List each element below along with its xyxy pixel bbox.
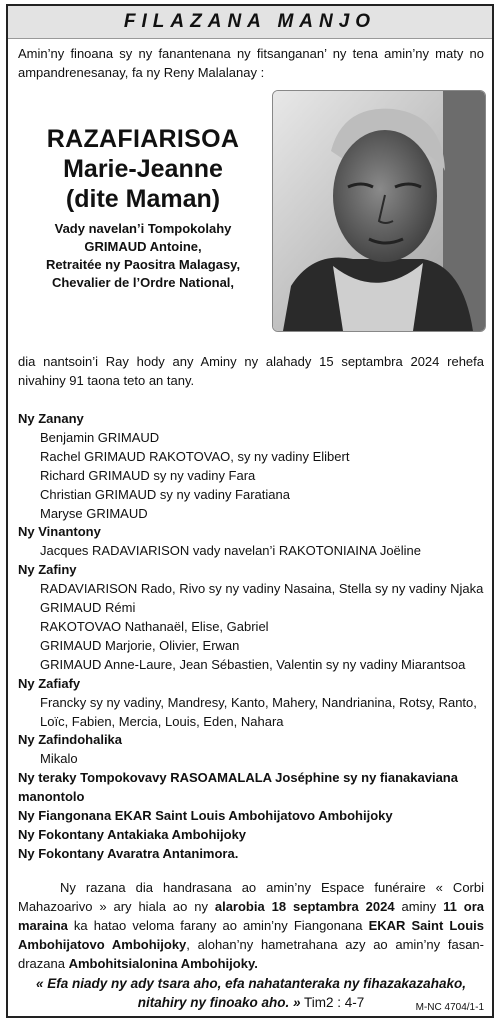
- funeral-text: Ny razana dia handrasana ao amin’ny Espace funéraire « Corbi Mahazoarivo » ary hiala ao ny: [18, 880, 484, 914]
- family-member: RAKOTOVAO Nathanaël, Elise, Gabriel: [40, 618, 269, 634]
- family-member: Mikalo: [40, 751, 78, 767]
- verse-reference: Tim2 : 4-7: [300, 995, 365, 1010]
- funeral-details: [18, 878, 484, 973]
- family-member: GRIMAUD Marjorie, Olivier, Erwan: [40, 637, 240, 653]
- verse-line: nitahiry ny finoako aho. »: [137, 995, 301, 1010]
- section-heading: Ny Zafiafy: [18, 675, 81, 691]
- death-notice-text: dia nantsoin’i Ray hody any Aminy ny alahady 15 septambra 2024 rehefa nivahiny 91 taona teto an tany.: [18, 354, 484, 388]
- deceased-detail: GRIMAUD Antoine,: [84, 239, 202, 254]
- family-member: Richard GRIMAUD sy ny vadiny Fara: [40, 467, 256, 483]
- family-member: Loïc, Fabien, Mercia, Louis, Eden, Nahara: [40, 713, 284, 729]
- funeral-tomb: Ambohitsialonina Ambohijoky.: [68, 956, 258, 971]
- deceased-detail: Chevalier de l’Ordre National,: [51, 275, 235, 290]
- mourner-line: Ny teraky Tompokovavy RASOAMALALA Joséphine sy ny fianakaviana manontolo: [18, 770, 458, 805]
- bible-verse: [18, 974, 484, 1012]
- family-member: RADAVIARISON Rado, Rivo sy ny vadiny Nasaina, Stella sy ny vadiny Njaka: [40, 581, 484, 597]
- family-member: Benjamin GRIMAUD: [40, 429, 160, 445]
- notice-header: FILAZANA MANJO: [8, 6, 492, 39]
- deceased-surname: RAZAFIARISOA: [46, 125, 240, 153]
- deceased-detail: Vady navelan’i Tompokolahy: [54, 221, 232, 236]
- family-member: GRIMAUD Rémi: [40, 600, 136, 616]
- mourner-line: Ny Fokontany Antakiaka Ambohijoky: [18, 826, 247, 842]
- family-list: [18, 410, 488, 864]
- section-heading: Ny Zafindohalika: [18, 732, 123, 748]
- funeral-time: 11 ora maraina: [18, 899, 484, 933]
- funeral-church: EKAR Saint Louis Ambohijatovo Ambohijoky: [18, 918, 484, 952]
- family-member: Francky sy ny vadiny, Mandresy, Kanto, Mahery, Nandrianina, Rotsy, Ranto,: [40, 694, 477, 710]
- funeral-paragraph: [18, 878, 484, 973]
- deceased-nickname: (dite Maman): [65, 185, 221, 213]
- section-heading: Ny Vinantony: [18, 524, 101, 540]
- deceased-detail: Retraitée ny Paositra Malagasy,: [45, 257, 241, 272]
- family-member: Rachel GRIMAUD RAKOTOVAO, sy ny vadiny Elibert: [40, 448, 350, 464]
- reference-code: M-NC 4704/1-1: [415, 1002, 484, 1013]
- funeral-text: ka hatao veloma farany ao amin’ny Fiangonana: [67, 918, 369, 933]
- deceased-given-names: Marie-Jeanne: [63, 155, 223, 183]
- family-member: Maryse GRIMAUD: [40, 505, 148, 521]
- section-heading: Ny Zafiny: [18, 562, 77, 578]
- portrait-image: [273, 91, 485, 331]
- intro-text: Amin’ny finoana sy ny fanantenana ny fitsanganan’ ny tena amin’ny maty no ampandrenesanay, fa ny Reny Malalanay :: [18, 46, 484, 80]
- family-member: Christian GRIMAUD sy ny vadiny Faratiana: [40, 486, 290, 502]
- funeral-text: , alohan’ny hametrahana azy ao amin’ny fasan-drazana: [18, 937, 484, 971]
- funeral-day: alarobia 18 septambra 2024: [214, 899, 395, 914]
- funeral-text: aminy: [394, 899, 444, 914]
- family-member: GRIMAUD Anne-Laure, Jean Sébastien, Valentin sy ny vadiny Miarantsoa: [40, 656, 466, 672]
- deceased-name-block: [18, 124, 268, 292]
- family-member: Jacques RADAVIARISON vady navelan’i RAKOTONIAINA Joëline: [40, 543, 422, 559]
- mourner-line: Ny Fiangonana EKAR Saint Louis Ambohijatovo Ambohijoky: [18, 808, 393, 824]
- verse-line: « Efa niady ny ady tsara aho, efa nahatanteraka ny fihazakazahako,: [36, 976, 466, 991]
- deceased-portrait-photo: [272, 90, 486, 332]
- mourner-line: Ny Fokontany Avaratra Antanimora.: [18, 845, 239, 861]
- notice-frame: [6, 4, 494, 1018]
- section-heading: Ny Zanany: [18, 411, 84, 426]
